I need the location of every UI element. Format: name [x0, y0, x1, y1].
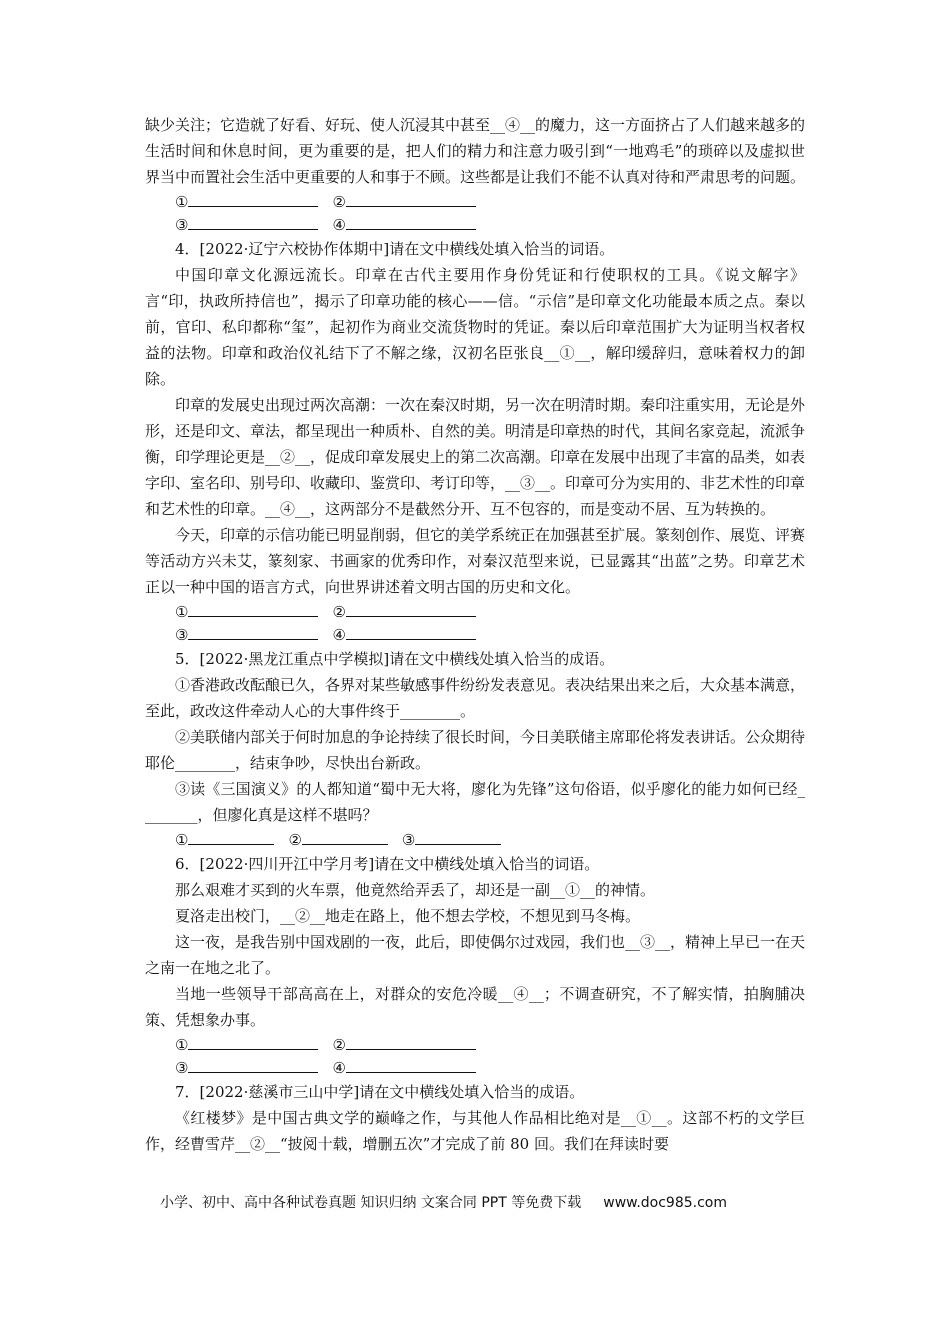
- answer-blank-line[interactable]: [415, 828, 501, 845]
- answer-blank-line[interactable]: [188, 1056, 318, 1073]
- question-heading: 7．[2022·慈溪市三山中学]请在文中横线处填入恰当的成语。: [175, 1083, 585, 1101]
- answer-label: ③: [401, 831, 416, 849]
- answer-blanks-row: [175, 1033, 805, 1056]
- passage-paragraph: ③读《三国演义》的人都知道“蜀中无大将，廖化为先锋”这句俗语，似乎廖化的能力如何已经________，但廖化真是这样不堪吗？: [145, 780, 805, 824]
- answer-blank-line[interactable]: [188, 828, 274, 845]
- passage-paragraph: 夏洛走出校门，__②__地走在路上，他不想去学校，不想见到马冬梅。: [175, 907, 641, 925]
- answer-label: ④: [332, 1059, 346, 1077]
- question-heading: 6．[2022·四川开江中学月考]请在文中横线处填入恰当的词语。: [175, 855, 600, 873]
- answer-label: ①: [175, 193, 189, 211]
- page-footer: [160, 1192, 800, 1212]
- answer-blanks-row: [175, 623, 805, 646]
- answer-blanks-row: [175, 190, 805, 213]
- answer-label: ②: [332, 603, 346, 621]
- answer-label: ③: [175, 626, 189, 644]
- passage-paragraph: 中国印章文化源远流长。印章在古代主要用作身份凭证和行使职权的工具。《说文解字》言“印，执政所持信也”，揭示了印章功能的核心——信。“示信”是印章文化功能最本质之点。秦以前，官印、私印都称“玺”，起初作为商业交流货物时的凭证。秦以后印章范围扩大为证明当权者权益的法物。印章和政治仪礼结下了不解之缘，汉初名臣张良__①__，解印缓辞归，意味着权力的卸除。: [145, 266, 805, 388]
- question-heading: 5．[2022·黑龙江重点中学模拟]请在文中横线处填入恰当的成语。: [175, 650, 615, 668]
- answer-label: ④: [332, 216, 346, 234]
- answer-blank-line[interactable]: [188, 190, 318, 207]
- footer-text: 小学、初中、高中各种试卷真题 知识归纳 文案合同 PPT 等免费下载: [160, 1195, 582, 1211]
- answer-label: ①: [175, 831, 189, 849]
- document-body: [145, 112, 805, 1157]
- passage-paragraph: 缺少关注；它造就了好看、好玩、使人沉浸其中甚至__④__的魔力，这一方面挤占了人们越来越多的生活时间和休息时间，更为重要的是，把人们的精力和注意力吸引到“一地鸡毛”的琐碎以及虚拟世界当中而置社会生活中更重要的人和事于不顾。这些都是让我们不能不认真对待和严肃思考的问题。: [145, 116, 806, 186]
- passage-paragraph: 那么艰难才买到的火车票，他竟然给弄丢了，却还是一副__①__的神情。: [175, 881, 656, 899]
- passage-paragraph: 这一夜，是我告别中国戏剧的一夜，此后，即使偶尔过戏园，我们也__③__，精神上早已一在天之南一在地之北了。: [145, 933, 806, 977]
- passage-paragraph: ①香港政改酝酿已久，各界对某些敏感事件纷纷发表意见。表决结果出来之后，大众基本满意，至此，政改这件牵动人心的大事件终于________。: [145, 676, 806, 720]
- answer-blank-line[interactable]: [346, 1033, 476, 1050]
- answer-label: ①: [175, 603, 189, 621]
- answer-label: ②: [332, 1036, 346, 1054]
- answer-label: ②: [288, 831, 302, 849]
- passage-paragraph: ②美联储内部关于何时加息的争论持续了很长时间，今日美联储主席耶伦将发表讲话。公众期待耶伦________，结束争吵，尽快出台新政。: [145, 728, 806, 772]
- passage-paragraph: 《红楼梦》是中国古典文学的巅峰之作，与其他人作品相比绝对是__①__。这部不朽的文学巨作，经曹雪芹__②__“披阅十载，增删五次”才完成了前 80 回。我们在拜读时要: [145, 1109, 805, 1153]
- answer-blanks-row: [175, 1056, 805, 1079]
- question-heading: 4．[2022·辽宁六校协作体期中]请在文中横线处填入恰当的词语。: [175, 240, 615, 258]
- passage-paragraph: 当地一些领导干部高高在上，对群众的安危冷暖__④__；不调查研究，不了解实情，拍胸脯决策、凭想象办事。: [145, 985, 805, 1029]
- answer-label: ③: [175, 1059, 189, 1077]
- passage-paragraph: 印章的发展史出现过两次高潮：一次在秦汉时期，另一次在明清时期。秦印注重实用，无论是外形，还是印文、章法，都呈现出一种质朴、自然的美。明清是印章热的时代，其间名家竞起，流派争衡，印学理论更是__②__，促成印章发展史上的第二次高潮。印章在发展中出现了丰富的品类，如表字印、室名印、别号印、收藏印、鉴赏印、考订印等，__③__。印章可分为实用的、非艺术性的印章和艺术性的印章。__④__，这两部分不是截然分开、互不包容的，而是变动不居、互为转换的。: [145, 396, 806, 518]
- answer-blank-line[interactable]: [188, 213, 318, 230]
- answer-blank-line[interactable]: [346, 190, 476, 207]
- answer-label: ①: [175, 1036, 189, 1054]
- answer-label: ②: [332, 193, 346, 211]
- answer-blanks-row: [175, 213, 805, 236]
- answer-blank-line[interactable]: [188, 600, 318, 617]
- answer-blank-line[interactable]: [346, 600, 476, 617]
- answer-blank-line[interactable]: [302, 828, 388, 845]
- answer-blank-line[interactable]: [188, 623, 318, 640]
- answer-blanks-row: [175, 600, 805, 623]
- answer-blank-line[interactable]: [346, 623, 476, 640]
- answer-blanks-row: [175, 828, 805, 851]
- answer-blank-line[interactable]: [188, 1033, 318, 1050]
- footer-site-link[interactable]: www.doc985.com: [603, 1195, 727, 1211]
- answer-label: ④: [332, 626, 346, 644]
- answer-blank-line[interactable]: [346, 1056, 476, 1073]
- answer-blank-line[interactable]: [346, 213, 476, 230]
- passage-paragraph: 今天，印章的示信功能已明显削弱，但它的美学系统正在加强甚至扩展。篆刻创作、展览、评赛等活动方兴未艾，篆刻家、书画家的优秀印作，对秦汉范型来说，已显露其“出蓝”之势。印章艺术正以一种中国的语言方式，向世界讲述着文明古国的历史和文化。: [145, 526, 806, 596]
- answer-label: ③: [175, 216, 189, 234]
